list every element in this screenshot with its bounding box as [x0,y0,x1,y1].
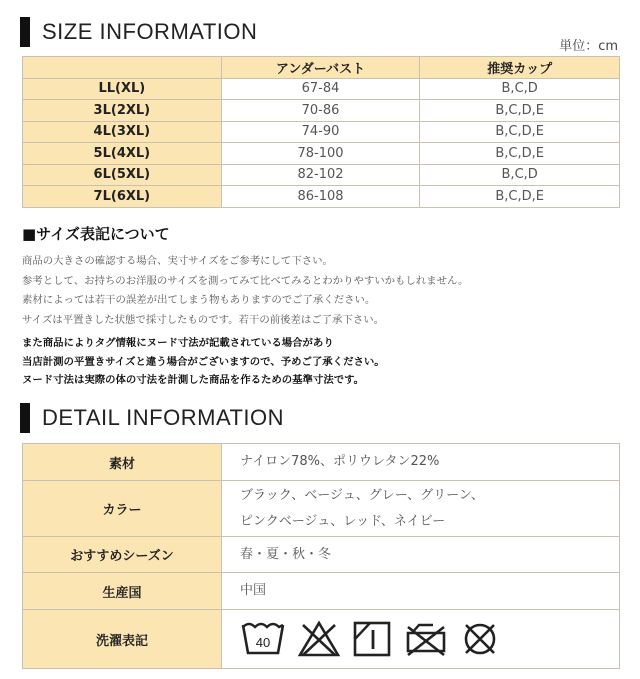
bold-note-line: 当店計測の平置きサイズと違う場合がございますので、予めご了承ください。 [22,355,385,368]
underbust-cell: 70-86 [221,100,420,122]
cup-cell: B,C,D [420,164,620,186]
note-line: 商品の大きさの確認する場合、実寸サイズをご参考にして下さい。 [22,255,333,267]
note-line: 素材によっては若干の誤差が出てしまう物もありますのでご了承ください。 [22,294,376,306]
underbust-cell: 86-108 [221,186,420,208]
color-value [222,481,620,537]
cup-cell: B,C,D,E [420,143,620,165]
size-notes [22,252,468,330]
size-notes-bold [22,334,385,390]
section-bar [20,17,30,47]
table-row [23,537,620,573]
table-row [23,78,620,100]
cup-cell: B,C,D,E [420,121,620,143]
no-dry-clean-icon [460,619,500,659]
season-label: おすすめシーズン [23,537,222,573]
cup-header: 推奨カップ [420,57,620,79]
size-header-blank [23,57,222,79]
underbust-cell: 82-102 [221,164,420,186]
material-value: ナイロン78%、ポリウレタン22% [222,444,620,481]
bold-note-line: ヌード寸法は実際の体の寸法を計測した商品を作るための基準寸法です。 [22,374,365,386]
size-information-title: SIZE INFORMATION [42,19,258,44]
wash-40-icon [240,619,286,659]
section-bar [20,403,30,433]
detail-information-header [20,403,284,433]
table-row [23,121,620,143]
color-value-line: ピンクベージュ、レッド、ネイビー [240,513,446,529]
underbust-cell: 67-84 [221,78,420,100]
table-row [23,164,620,186]
table-row [23,186,620,208]
underbust-cell: 78-100 [221,143,420,165]
care-icons [222,610,620,669]
underbust-cell: 74-90 [221,121,420,143]
color-value-line: ブラック、ベージュ、グレー、グリーン、 [240,487,484,503]
table-row [23,610,620,669]
origin-label: 生産国 [23,573,222,610]
table-row [23,573,620,610]
detail-information-title: DETAIL INFORMATION [42,405,285,430]
table-row [23,100,620,122]
no-tumble-dry-icon [402,619,450,659]
origin-value: 中国 [222,573,620,610]
unit-label: 単位：cm [559,39,618,54]
bold-note-line: また商品によりタグ情報にヌード寸法が記載されている場合があり [22,337,334,349]
table-row [23,143,620,165]
size-cell: 7L(6XL) [23,186,222,208]
size-cell: 3L(2XL) [23,100,222,122]
detail-table [22,443,620,669]
size-table [22,56,620,208]
size-information-header [20,17,257,47]
material-label: 素材 [23,444,222,481]
wash-temp-text: 40 [255,635,271,650]
size-cell: LL(XL) [23,78,222,100]
size-cell: 4L(3XL) [23,121,222,143]
size-notes-title: ■サイズ表記について [22,225,170,243]
color-label: カラー [23,481,222,537]
season-value: 春・夏・秋・冬 [222,537,620,573]
note-line: 参考として、お持ちのお洋服のサイズを測ってみて比べてみるとわかりやすいかもしれません。 [22,274,469,287]
underbust-header: アンダーバスト [221,57,420,79]
size-cell: 5L(4XL) [23,143,222,165]
note-line: サイズは平置きした状態で採寸したものです。若干の前後差はご了承下さい。 [22,313,385,326]
dry-flat-icon [352,619,392,659]
cup-cell: B,C,D,E [420,100,620,122]
size-cell: 6L(5XL) [23,164,222,186]
care-label: 洗濯表記 [23,610,222,669]
no-bleach-icon [296,619,342,659]
table-row [23,481,620,537]
cup-cell: B,C,D [420,78,620,100]
table-row [23,444,620,481]
size-table-header [23,57,620,79]
cup-cell: B,C,D,E [420,186,620,208]
